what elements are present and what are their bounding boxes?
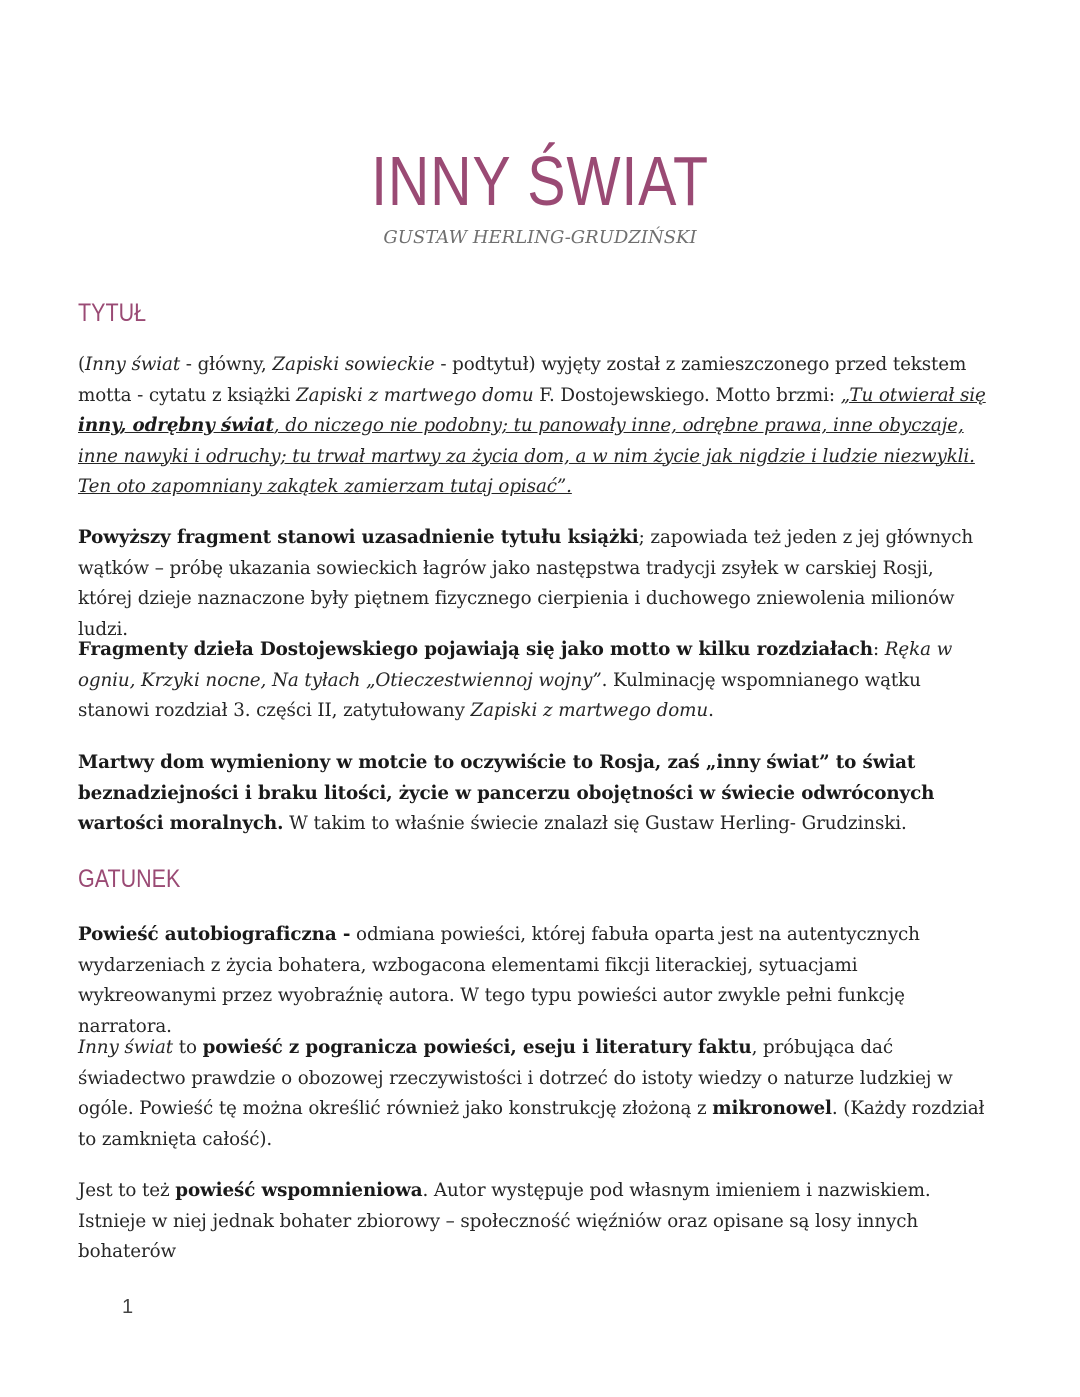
text-italic: Zapiski sowieckie — [272, 354, 435, 375]
text-span: - główny, — [180, 354, 273, 375]
text-bold: mikronowel — [712, 1098, 832, 1119]
paragraph-tytul-uzasadnienie — [78, 523, 988, 645]
text-bold: Martwy dom wymieniony w motcie to oczywiście to Rosja, zaś „inny świat” to świat beznadziejności i braku litości, życie w pancerzu obojętności w świecie odwróconych wartości moralnych. — [78, 752, 935, 834]
paragraph-gatunek-autobiograficzna — [78, 920, 988, 1042]
quote-text: , do niczego nie podobny; tu panowały inne, odrębne prawa, inne obyczaje, inne nawyki i odruchy; tu trwał martwy za życia dom, a w nim życie jak nigdzie i ludzie niezwykli. Ten oto zapomniany zakątek zamierzam tutaj opisać”. — [78, 415, 975, 497]
text-italic: Ręka w ogniu, Krzyki nocne, Na tyłach „Otieczestwiennoj wojny” — [78, 639, 953, 691]
paragraph-tytul-martwy-dom — [78, 748, 988, 840]
text-italic: Inny świat — [85, 354, 181, 375]
page-number: 1 — [122, 1296, 134, 1318]
paragraph-gatunek-pogranicze — [78, 1033, 988, 1155]
paragraph-tytul-fragmenty — [78, 635, 988, 727]
text-italic: Zapiski z martwego domu — [296, 384, 534, 406]
section-heading-gatunek: GATUNEK — [78, 865, 181, 893]
text-bold: Fragmenty dzieła Dostojewskiego pojawiają się jako motto w kilku rozdziałach — [78, 639, 873, 660]
text-span: . Autor występuje pod własnym imieniem i nazwiskiem. Istnieje w niej jednak bohater zbiorowy – społeczność więźniów oraz opisane są losy innych bohaterów — [78, 1180, 931, 1262]
text-span: W takim to właśnie świecie znalazł się Gustaw Herling- Grudzinski. — [283, 813, 907, 834]
section-heading-tytul: TYTUŁ — [78, 299, 147, 327]
text-italic: Inny świat — [78, 1037, 174, 1058]
document-title: INNY ŚWIAT — [371, 142, 709, 220]
text-bold: Powyższy fragment stanowi uzasadnienie tytułu książki — [78, 527, 639, 548]
text-bold: powieść z pogranicza powieści, eseju i literatury faktu — [202, 1037, 752, 1058]
text-span: . (Każdy rozdział to zamknięta całość). — [78, 1098, 985, 1150]
text-span: F. Dostojewskiego. Motto brzmi: — [533, 384, 841, 406]
text-bold: powieść wspomnieniowa — [175, 1180, 423, 1201]
text-span: - podtytuł) wyjęty został z zamieszczonego przed tekstem motta - cytatu z książki — [78, 354, 967, 406]
text-span: odmiana powieści, której fabuła oparta jest na autentycznych wydarzeniach z życia bohatera, wzbogacona elementami fikcji literackiej, sytuacjami wykreowanymi przez wyobraźnię autora. W tego typu powieści autor zwykle pełni funkcję narratora. — [78, 924, 920, 1037]
text-bold: Powieść autobiograficzna - — [78, 924, 351, 945]
quote-text: „Tu otwierał się — [840, 384, 986, 406]
text-span: Jest to też — [78, 1180, 176, 1201]
quote-bold-text: inny, odrębny świat — [78, 415, 274, 436]
text-span: , próbująca dać świadectwo prawdzie o obozowej rzeczywistości i dotrzeć do istoty wiedzy o naturze ludzkiej w ogóle. Powieść tę można określić również jako konstrukcję złożoną z — [78, 1037, 953, 1119]
paragraph-tytul-motto: (Inny świat - główny, Zapiski sowieckie - podtytuł) wyjęty został z zamieszczonego przed tekstem motta - cytatu z książki Zapiski z martwego domu F. Dostojewskiego. Motto brzmi: „Tu otwierał się inny, odrębny świat, do niczego nie podobny; tu panowały inne, odrębne prawa, inne obyczaje, inne nawyki i odruchy; tu trwał martwy za życia dom, a w nim życie jak nigdzie i ludzie niezwykli. Ten oto zapomniany zakątek zamierzam tutaj opisać”. — [78, 354, 986, 497]
document-author: GUSTAW HERLING-GRUDZIŃSKI — [383, 227, 697, 248]
text-span: . Kulminację wspomnianego wątku stanowi rozdział 3. części II, zatytułowany — [78, 669, 921, 721]
paragraph-gatunek-wspomnieniowa — [78, 1176, 988, 1268]
text-span: : — [872, 639, 885, 660]
text-span: ; zapowiada też jeden z jej głównych wątków – próbę ukazania sowieckich łagrów jako następstwa tradycji zsyłek w carskiej Rosji, której dzieje naznaczone były piętnem fizycznego cierpienia i duchowego zniewolenia milionów ludzi. — [78, 527, 974, 640]
text-span: to — [173, 1037, 203, 1058]
text-italic: Zapiski z martwego domu — [470, 700, 709, 721]
text-span: . — [708, 700, 714, 721]
